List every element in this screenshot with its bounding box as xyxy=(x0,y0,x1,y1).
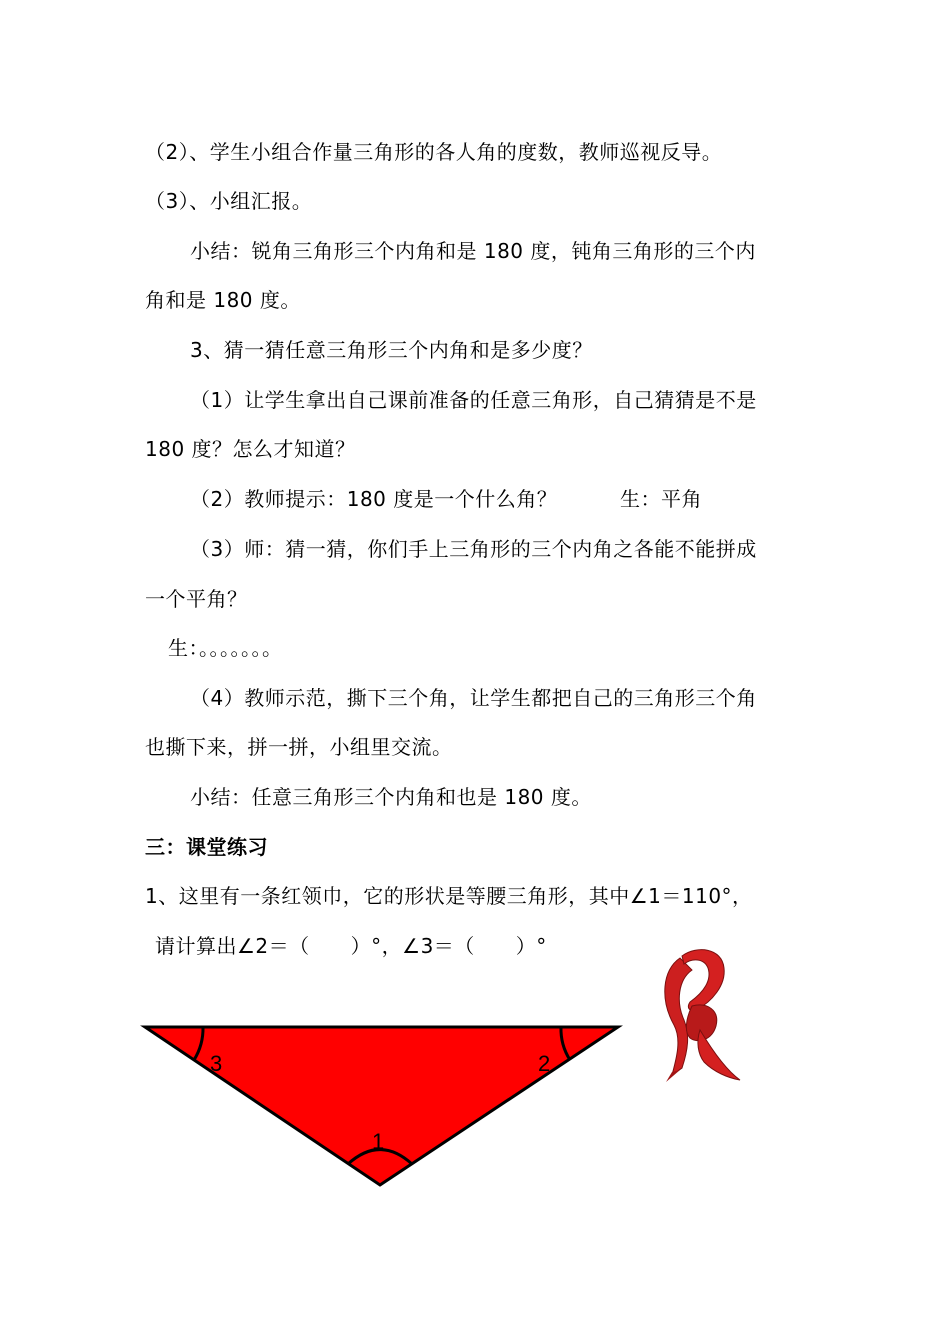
text-line-8: （2）教师提示：180 度是一个什么角？ xyxy=(190,487,558,511)
text-line-8b: 生：平角 xyxy=(620,487,702,511)
section-heading: 三：课堂练习 xyxy=(145,835,268,859)
text-line-7: 180 度？怎么才知道？ xyxy=(145,437,356,461)
text-line-2: （3）、小组汇报。 xyxy=(145,189,313,213)
text-line-13: 也撕下来，拼一拼，小组里交流。 xyxy=(145,735,453,759)
angle-label-2: 2 xyxy=(538,1051,551,1076)
text-line-3: 小结：锐角三角形三个内角和是 180 度，钝角三角形的三个内 xyxy=(190,239,756,263)
angle-label-3: 3 xyxy=(210,1051,223,1076)
text-line-12: （4）教师示范，撕下三个角，让学生都把自己的三角形三个角 xyxy=(190,686,757,710)
text-line-6: （1）让学生拿出自己课前准备的任意三角形，自己猜猜是不是 xyxy=(190,388,757,412)
triangle-figure xyxy=(140,1015,625,1195)
text-line-14: 小结：任意三角形三个内角和也是 180 度。 xyxy=(190,785,592,809)
text-line-9: （3）师：猜一猜，你们手上三角形的三个内角之各能不能拼成 xyxy=(190,537,757,561)
angle-label-1: 1 xyxy=(372,1129,385,1154)
text-line-1: （2）、学生小组合作量三角形的各人角的度数，教师巡视反导。 xyxy=(145,140,723,164)
text-line-11: 生：。。。。。。。 xyxy=(168,636,283,660)
text-line-5: 3、猜一猜任意三角形三个内角和是多少度？ xyxy=(190,338,593,362)
red-scarf-icon xyxy=(652,940,747,1090)
text-line-17: 请计算出∠2＝（ ）°，∠3＝（ ）° xyxy=(155,934,547,958)
text-line-4: 角和是 180 度。 xyxy=(145,288,301,312)
text-line-10: 一个平角？ xyxy=(145,587,248,611)
text-line-16: 1、这里有一条红领巾，它的形状是等腰三角形，其中∠1＝110°， xyxy=(145,884,753,908)
